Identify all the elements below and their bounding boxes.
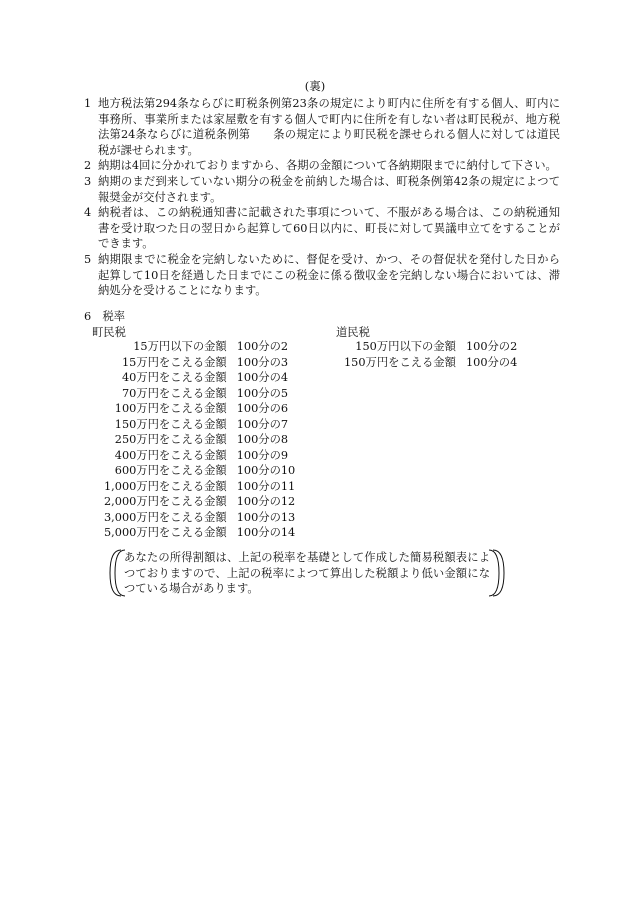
tax-rate: 100分の2 xyxy=(236,340,289,353)
town-tax-title: 町民税 xyxy=(92,326,126,339)
income-tax-note xyxy=(108,548,506,598)
notice-item-4 xyxy=(84,205,560,252)
item-number: 4 xyxy=(84,206,92,220)
notice-items xyxy=(84,96,560,299)
item-number: 3 xyxy=(84,174,92,188)
tax-rate: 100分の10 xyxy=(236,464,296,477)
income-bracket: 5,000万円をこえる金額 xyxy=(104,526,227,539)
income-bracket: 400万円をこえる金額 xyxy=(114,448,227,462)
income-bracket: 70万円をこえる金額 xyxy=(121,386,227,400)
income-bracket: 15万円以下の金額 xyxy=(133,340,227,353)
item-text: 納期は4回に分かれておりますから、各期の金額について各納期限までに納付して下さい。 xyxy=(98,159,557,173)
tax-rate: 100分の12 xyxy=(236,495,296,508)
prefecture-tax-rate-table xyxy=(344,339,517,370)
rate-row xyxy=(104,510,295,526)
tax-rate: 100分の4 xyxy=(236,371,289,384)
prefecture-tax-title: 道民税 xyxy=(336,326,370,339)
income-bracket: 3,000万円をこえる金額 xyxy=(104,510,227,524)
notice-item-1 xyxy=(84,96,560,158)
income-bracket: 600万円をこえる金額 xyxy=(114,464,227,477)
tax-rate: 100分の11 xyxy=(236,479,296,493)
tax-rate: 100分の8 xyxy=(236,433,289,446)
item-text: 地方税法第294条ならびに町税条例第23条の規定により町内に住所を有する個人、町内に事務所、事業所または家屋敷を有する個人で町内に住所を有しない者は町民税が、地方税法第24条ならびに道税条例第 条の規定により町民税を課せられる個人に対しては道民税が課せられます。 xyxy=(98,97,560,157)
tax-rate: 100分の5 xyxy=(236,386,289,400)
prefecture-tax-rows xyxy=(344,339,517,370)
item-text: 納期限までに税金を完納しないために、督促を受け、かつ、その督促状を発付した日から起算して10日を経過した日までにこの税金に係る徴収金を完納しない場合においては、滞納処分を受けることになります。 xyxy=(98,252,560,298)
rate-row xyxy=(104,386,295,402)
item-text: 納期のまだ到来していない期分の税金を前納した場合は、町税条例第42条の規定によつて報奨金が交付されます。 xyxy=(98,174,560,204)
tax-rate: 100分の2 xyxy=(465,340,518,353)
rate-row xyxy=(104,370,295,386)
rate-row xyxy=(104,417,295,433)
notice-item-5 xyxy=(84,252,560,299)
rate-row xyxy=(104,401,295,417)
tax-rate: 100分の4 xyxy=(465,355,518,369)
rate-row xyxy=(104,339,295,355)
tax-rate: 100分の7 xyxy=(236,417,289,431)
tax-rate: 100分の14 xyxy=(236,526,296,539)
income-bracket: 150万円以下の金額 xyxy=(355,340,456,353)
tax-rate: 100分の9 xyxy=(236,448,289,462)
income-bracket: 15万円をこえる金額 xyxy=(121,355,227,369)
income-bracket: 100万円をこえる金額 xyxy=(114,402,227,415)
income-bracket: 2,000万円をこえる金額 xyxy=(104,495,227,508)
town-tax-rate-table xyxy=(104,339,295,541)
tax-rate: 100分の13 xyxy=(236,510,296,524)
item-text: 納税者は、この納税通知書に記載された事項について、不服がある場合は、この納税通知書を受け取つた日の翌日から起算して60日以内に、町長に対して異議申立てをすることができます。 xyxy=(98,206,560,251)
rate-row xyxy=(104,355,295,371)
rate-row xyxy=(104,479,295,495)
income-bracket: 150万円をこえる金額 xyxy=(344,355,456,369)
rate-row xyxy=(104,463,295,479)
notice-item-3 xyxy=(84,174,560,205)
rate-row xyxy=(104,432,295,448)
tax-rate: 100分の3 xyxy=(236,355,289,369)
item-number: 2 xyxy=(84,159,92,173)
tax-rate: 100分の6 xyxy=(236,402,289,415)
rate-row xyxy=(344,355,517,371)
note-text: あなたの所得割額は、上記の税率を基礎として作成した簡易税額表によつておりますので、上記の税率によつて算出した税額より低い金額になつている場合があります。 xyxy=(124,551,490,596)
rate-row xyxy=(104,448,295,464)
town-tax-rows xyxy=(104,339,295,541)
rate-row xyxy=(344,339,517,355)
income-bracket: 1,000万円をこえる金額 xyxy=(104,479,227,493)
item-number: 5 xyxy=(84,252,92,266)
item-number: 1 xyxy=(84,97,92,110)
income-bracket: 150万円をこえる金額 xyxy=(114,417,227,431)
rate-row xyxy=(104,525,295,541)
notice-item-2 xyxy=(84,158,560,174)
income-bracket: 250万円をこえる金額 xyxy=(114,433,227,446)
rate-row xyxy=(104,494,295,510)
tax-rates-heading: 6 税率 xyxy=(84,310,126,323)
income-bracket: 40万円をこえる金額 xyxy=(121,371,227,384)
page-title: (裏) xyxy=(304,79,326,93)
